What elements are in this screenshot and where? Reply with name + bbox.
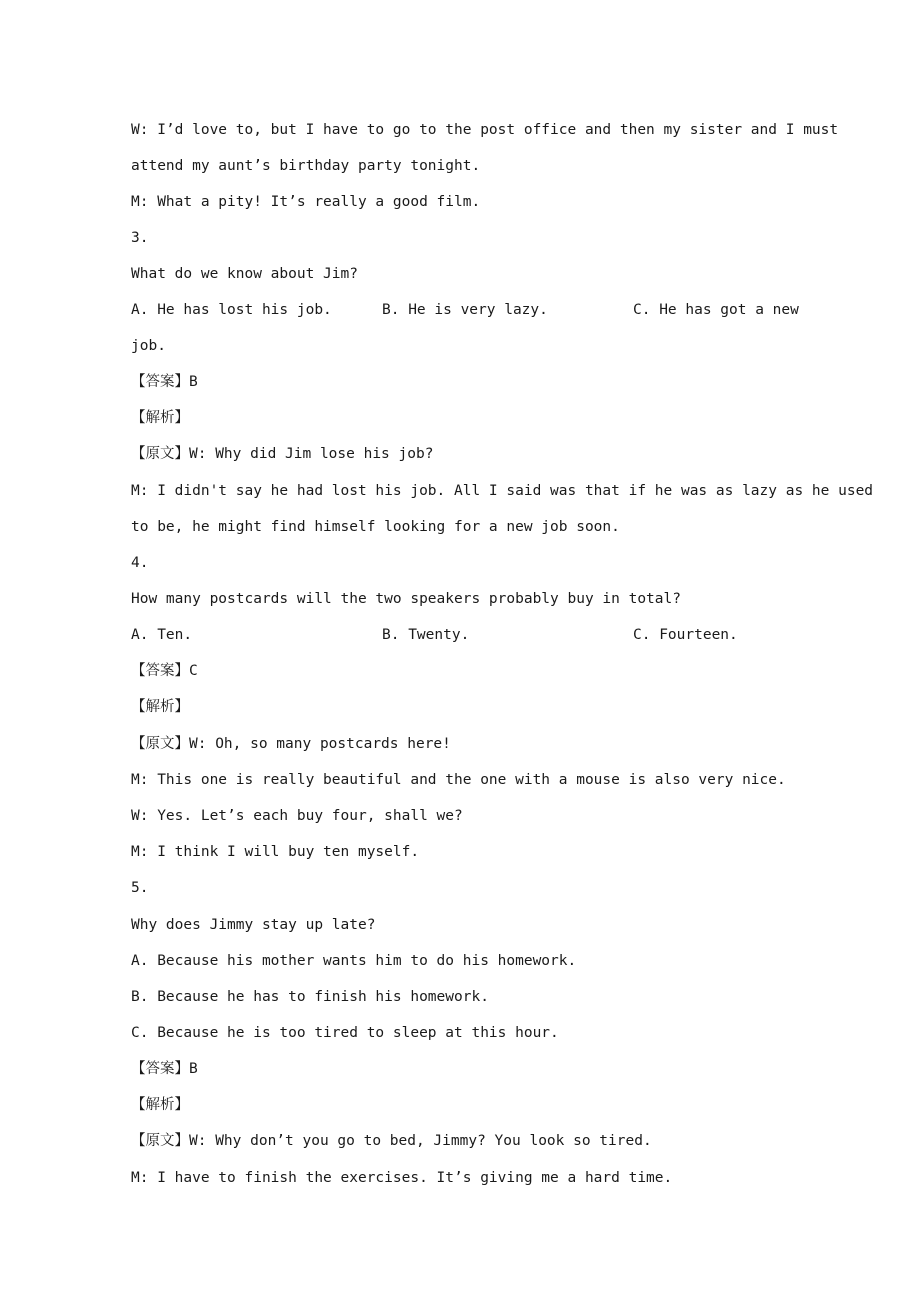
answer-line — [131, 372, 198, 392]
answer-line — [131, 661, 198, 681]
option-c: C. Because he is too tired to sleep at this hour. — [131, 1025, 559, 1041]
option-c: C. He has got a new — [633, 302, 799, 318]
analysis-tag: 【解析】 — [131, 699, 189, 715]
analysis-tag: 【解析】 — [131, 1097, 189, 1113]
transcript-line: to be, he might find himself looking for a new job soon. — [131, 519, 620, 535]
question-text: What do we know about Jim? — [131, 266, 358, 282]
dialogue-line: M: What a pity! It’s really a good film. — [131, 194, 481, 210]
question-number: 5. — [131, 880, 149, 896]
transcript-line: M: I think I will buy ten myself. — [131, 844, 420, 860]
option-c-continued: job. — [131, 338, 166, 354]
option-b: B. Twenty. — [382, 627, 470, 643]
answer-tag: 【答案】 — [131, 374, 189, 390]
transcript-text: W: Why don’t you go to bed, Jimmy? You look so tired. — [189, 1133, 652, 1149]
original-tag: 【原文】 — [131, 736, 189, 752]
dialogue-line: W: I’d love to, but I have to go to the post office and then my sister and I must — [131, 122, 839, 138]
transcript-line: M: I have to finish the exercises. It’s giving me a hard time. — [131, 1170, 673, 1186]
analysis-tag: 【解析】 — [131, 410, 189, 426]
option-a: A. Ten. — [131, 627, 193, 643]
analysis-line — [131, 697, 189, 717]
original-line — [131, 734, 451, 754]
transcript-line: M: I didn't say he had lost his job. All I said was that if he was as lazy as he used — [131, 483, 874, 499]
original-tag: 【原文】 — [131, 1133, 189, 1149]
option-b: B. He is very lazy. — [382, 302, 548, 318]
answer-value: C — [189, 663, 198, 679]
analysis-line — [131, 408, 189, 428]
option-a: A. He has lost his job. — [131, 302, 332, 318]
answer-tag: 【答案】 — [131, 663, 189, 679]
question-number: 3. — [131, 230, 149, 246]
dialogue-line: attend my aunt’s birthday party tonight. — [131, 158, 481, 174]
original-line — [131, 444, 433, 464]
original-line — [131, 1131, 652, 1151]
question-text: How many postcards will the two speakers probably buy in total? — [131, 591, 681, 607]
transcript-line: W: Yes. Let’s each buy four, shall we? — [131, 808, 463, 824]
answer-value: B — [189, 1061, 198, 1077]
transcript-line: M: This one is really beautiful and the one with a mouse is also very nice. — [131, 772, 786, 788]
transcript-text: W: Oh, so many postcards here! — [189, 736, 451, 752]
option-c: C. Fourteen. — [633, 627, 738, 643]
analysis-line — [131, 1095, 189, 1115]
option-a: A. Because his mother wants him to do his homework. — [131, 953, 577, 969]
option-b: B. Because he has to finish his homework. — [131, 989, 489, 1005]
answer-line — [131, 1059, 198, 1079]
answer-value: B — [189, 374, 198, 390]
original-tag: 【原文】 — [131, 446, 189, 462]
transcript-text: W: Why did Jim lose his job? — [189, 446, 434, 462]
question-number: 4. — [131, 555, 149, 571]
answer-tag: 【答案】 — [131, 1061, 189, 1077]
question-text: Why does Jimmy stay up late? — [131, 917, 376, 933]
